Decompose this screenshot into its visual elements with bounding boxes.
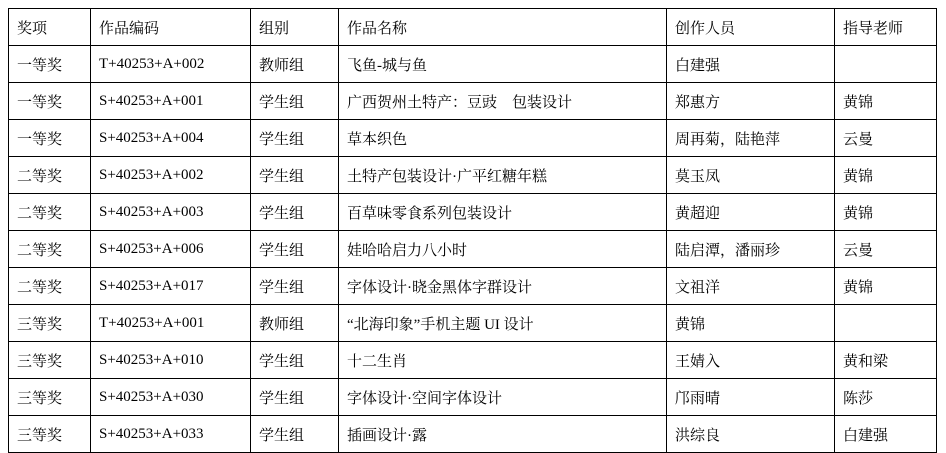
column-header-teacher: 指导老师 (835, 9, 937, 46)
cell-group: 学生组 (251, 194, 339, 231)
cell-teacher (835, 46, 937, 83)
cell-code: S+40253+A+004 (91, 120, 251, 157)
cell-group: 学生组 (251, 231, 339, 268)
cell-teacher: 云曼 (835, 231, 937, 268)
cell-group: 学生组 (251, 416, 339, 453)
column-header-code: 作品编码 (91, 9, 251, 46)
cell-code: S+40253+A+033 (91, 416, 251, 453)
table-row (9, 231, 937, 268)
cell-code: T+40253+A+002 (91, 46, 251, 83)
table-row (9, 194, 937, 231)
cell-creator: 文祖洋 (667, 268, 835, 305)
table-row (9, 305, 937, 342)
table-row (9, 83, 937, 120)
cell-title: 娃哈哈启力八小时 (339, 231, 667, 268)
cell-teacher: 黄锦 (835, 83, 937, 120)
cell-teacher: 云曼 (835, 120, 937, 157)
cell-teacher: 黄锦 (835, 157, 937, 194)
cell-code: S+40253+A+017 (91, 268, 251, 305)
table-row (9, 120, 937, 157)
table-header-row (9, 9, 937, 46)
cell-title: 飞鱼-城与鱼 (339, 46, 667, 83)
cell-creator: 莫玉凤 (667, 157, 835, 194)
cell-title: “北海印象”手机主题 UI 设计 (339, 305, 667, 342)
table-row (9, 379, 937, 416)
cell-award: 二等奖 (9, 268, 91, 305)
cell-teacher: 黄锦 (835, 268, 937, 305)
cell-creator: 王婧入 (667, 342, 835, 379)
cell-teacher: 白建强 (835, 416, 937, 453)
cell-code: S+40253+A+003 (91, 194, 251, 231)
table-row (9, 342, 937, 379)
table-body (9, 9, 937, 453)
cell-teacher: 黄锦 (835, 194, 937, 231)
cell-group: 教师组 (251, 46, 339, 83)
cell-group: 学生组 (251, 268, 339, 305)
cell-award: 三等奖 (9, 416, 91, 453)
cell-creator: 邝雨晴 (667, 379, 835, 416)
cell-teacher: 黄和梁 (835, 342, 937, 379)
cell-group: 学生组 (251, 120, 339, 157)
table-row (9, 416, 937, 453)
cell-creator: 郑惠方 (667, 83, 835, 120)
cell-award: 一等奖 (9, 83, 91, 120)
cell-title: 十二生肖 (339, 342, 667, 379)
column-header-group: 组别 (251, 9, 339, 46)
cell-teacher (835, 305, 937, 342)
cell-award: 二等奖 (9, 157, 91, 194)
cell-creator: 白建强 (667, 46, 835, 83)
cell-title: 字体设计·晓金黑体字群设计 (339, 268, 667, 305)
column-header-title: 作品名称 (339, 9, 667, 46)
cell-teacher: 陈莎 (835, 379, 937, 416)
table-row (9, 46, 937, 83)
award-results-table (8, 8, 937, 453)
cell-award: 一等奖 (9, 46, 91, 83)
column-header-creator: 创作人员 (667, 9, 835, 46)
table-row (9, 268, 937, 305)
cell-code: S+40253+A+002 (91, 157, 251, 194)
cell-creator: 黄超迎 (667, 194, 835, 231)
cell-creator: 黄锦 (667, 305, 835, 342)
cell-group: 学生组 (251, 342, 339, 379)
cell-title: 插画设计·露 (339, 416, 667, 453)
cell-title: 草本织色 (339, 120, 667, 157)
cell-group: 学生组 (251, 379, 339, 416)
cell-code: S+40253+A+001 (91, 83, 251, 120)
cell-code: S+40253+A+006 (91, 231, 251, 268)
cell-creator: 周再菊，陆艳萍 (667, 120, 835, 157)
cell-title: 字体设计·空间字体设计 (339, 379, 667, 416)
cell-group: 教师组 (251, 305, 339, 342)
cell-award: 二等奖 (9, 231, 91, 268)
column-header-award: 奖项 (9, 9, 91, 46)
cell-code: T+40253+A+001 (91, 305, 251, 342)
cell-award: 三等奖 (9, 379, 91, 416)
cell-award: 三等奖 (9, 342, 91, 379)
cell-code: S+40253+A+030 (91, 379, 251, 416)
cell-creator: 陆启潭，潘丽珍 (667, 231, 835, 268)
cell-group: 学生组 (251, 157, 339, 194)
cell-award: 三等奖 (9, 305, 91, 342)
cell-creator: 洪综良 (667, 416, 835, 453)
cell-group: 学生组 (251, 83, 339, 120)
table-row (9, 157, 937, 194)
cell-award: 一等奖 (9, 120, 91, 157)
cell-title: 广西贺州土特产：豆豉 包装设计 (339, 83, 667, 120)
cell-award: 二等奖 (9, 194, 91, 231)
cell-title: 土特产包装设计·广平红糖年糕 (339, 157, 667, 194)
cell-code: S+40253+A+010 (91, 342, 251, 379)
cell-title: 百草味零食系列包装设计 (339, 194, 667, 231)
